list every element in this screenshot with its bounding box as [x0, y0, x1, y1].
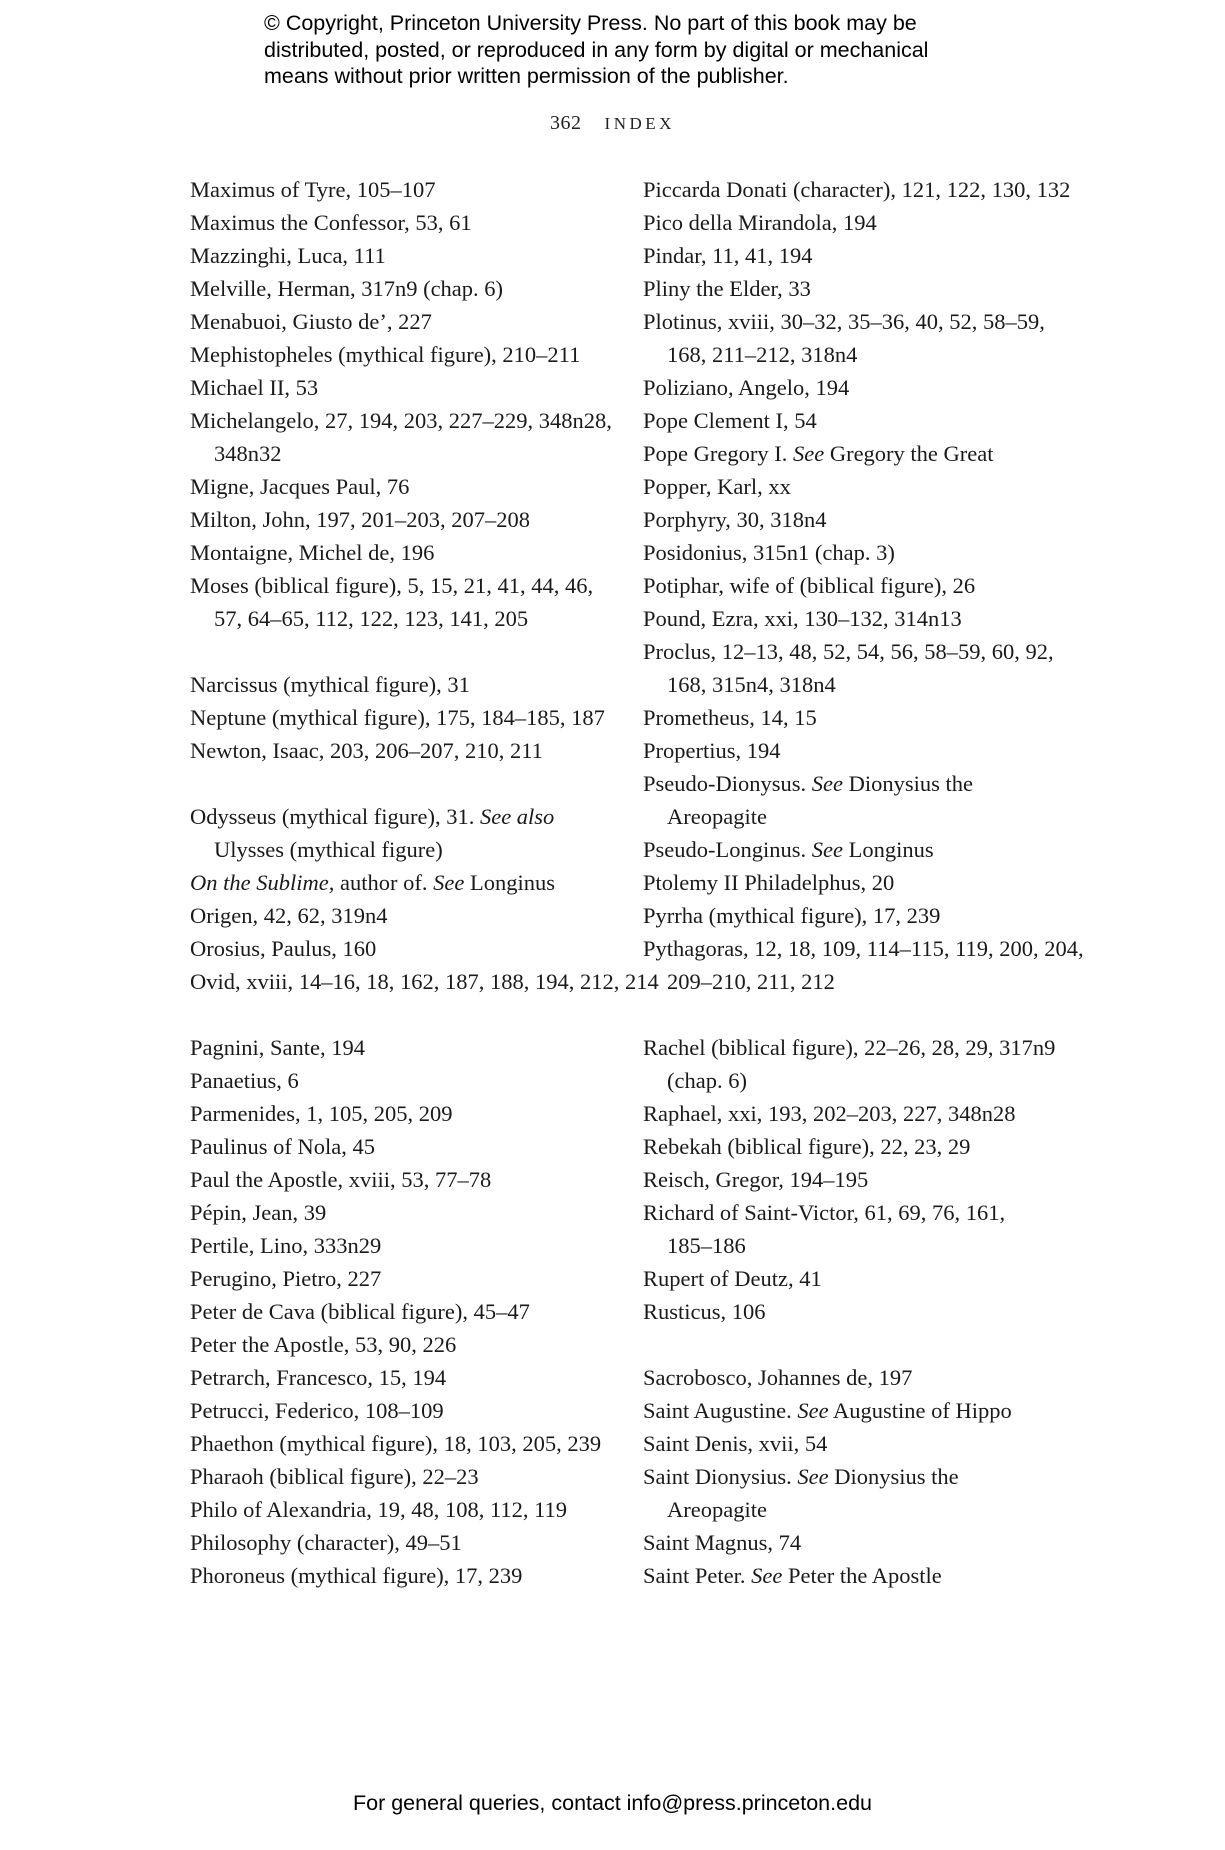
index-entry: Parmenides, 1, 105, 205, 209 — [190, 1101, 453, 1126]
index-entry: Pindar, 11, 41, 194 — [643, 243, 813, 268]
entry-text: Saint Augustine. — [643, 1398, 798, 1423]
index-entry: Peter de Cava (biblical figure), 45–47 — [190, 1299, 530, 1324]
index-entry — [643, 833, 1083, 866]
index-entry: Potiphar, wife of (biblical figure), 26 — [643, 573, 976, 598]
index-entry: Pertile, Lino, 333n29 — [190, 1233, 382, 1258]
copyright-line: © Copyright, Princeton University Press. No part of this book may be — [264, 11, 917, 35]
cross-reference-label: See — [811, 771, 843, 796]
index-entry — [643, 1559, 1083, 1592]
contact-footer: For general queries, contact info@press.princeton.edu — [352, 1791, 872, 1815]
index-entry: Rebekah (biblical figure), 22, 23, 29 — [643, 1134, 971, 1159]
index-entry — [643, 767, 1083, 800]
index-entry: Ptolemy II Philadelphus, 20 — [643, 870, 895, 895]
cross-reference-label: See — [797, 1398, 829, 1423]
index-entry-continuation: 57, 64–65, 112, 122, 123, 141, 205 — [214, 606, 529, 631]
index-entry: Newton, Isaac, 203, 206–207, 210, 211 — [190, 738, 543, 763]
index-entry-continuation: Areopagite — [667, 804, 767, 829]
index-entry-continuation: 185–186 — [667, 1233, 746, 1258]
index-entry: Maximus of Tyre, 105–107 — [190, 177, 436, 202]
section-title: INDEX — [604, 114, 675, 133]
index-entry-continuation: Ulysses (mythical figure) — [214, 837, 443, 862]
index-entry: Poliziano, Angelo, 194 — [643, 375, 850, 400]
index-entry: Peter the Apostle, 53, 90, 226 — [190, 1332, 457, 1357]
index-entry: Reisch, Gregor, 194–195 — [643, 1167, 869, 1192]
entry-text: Pseudo-Dionysus. — [643, 771, 812, 796]
index-entry: Ovid, xviii, 14–16, 18, 162, 187, 188, 194, 212, 214 — [190, 969, 659, 994]
work-title: On the Sublime, — [190, 870, 335, 895]
index-entry: Pythagoras, 12, 18, 109, 114–115, 119, 200, 204, — [643, 936, 1084, 961]
copyright-line: means without prior written permission of the publisher. — [264, 64, 789, 88]
index-entry: Rachel (biblical figure), 22–26, 28, 29, 317n9 — [643, 1035, 1056, 1060]
index-entry: Orosius, Paulus, 160 — [190, 936, 377, 961]
index-entry-continuation: 209–210, 211, 212 — [667, 969, 835, 994]
entry-text: Augustine of Hippo — [828, 1398, 1012, 1423]
index-entry: Philo of Alexandria, 19, 48, 108, 112, 119 — [190, 1497, 568, 1522]
index-entry: Philosophy (character), 49–51 — [190, 1530, 462, 1555]
index-entry: Michael II, 53 — [190, 375, 319, 400]
index-entry: Petrarch, Francesco, 15, 194 — [190, 1365, 447, 1390]
index-entry — [643, 437, 1083, 470]
index-entry: Rupert of Deutz, 41 — [643, 1266, 822, 1291]
entry-text: Longinus — [842, 837, 934, 862]
index-entry: Mephistopheles (mythical figure), 210–211 — [190, 342, 581, 367]
entry-text: Dionysius the — [843, 771, 974, 796]
cross-reference-label: See — [751, 1563, 783, 1588]
index-entry: Pope Clement I, 54 — [643, 408, 817, 433]
index-entry: Phoroneus (mythical figure), 17, 239 — [190, 1563, 523, 1588]
index-entry: Melville, Herman, 317n9 (chap. 6) — [190, 276, 504, 301]
cross-reference-label: See — [811, 837, 843, 862]
index-entry: Pharaoh (biblical figure), 22–23 — [190, 1464, 479, 1489]
index-entry: Paul the Apostle, xviii, 53, 77–78 — [190, 1167, 492, 1192]
cross-reference-label: See — [433, 870, 465, 895]
entry-text: author of. — [334, 870, 434, 895]
cross-reference-label: See — [792, 441, 825, 466]
index-entry: Maximus the Confessor, 53, 61 — [190, 210, 472, 235]
entry-text: Pseudo-Longinus. — [643, 837, 812, 862]
index-entry: Pico della Mirandola, 194 — [643, 210, 877, 235]
entry-text: Odysseus (mythical figure), 31. — [190, 804, 480, 829]
index-entry: Piccarda Donati (character), 121, 122, 130, 132 — [643, 177, 1071, 202]
index-entry: Narcissus (mythical figure), 31 — [190, 672, 470, 697]
entry-text: Peter the Apostle — [782, 1563, 942, 1588]
index-entry: Popper, Karl, xx — [643, 474, 791, 499]
entry-text: Saint Dionysius. — [643, 1464, 798, 1489]
index-entry: Perugino, Pietro, 227 — [190, 1266, 382, 1291]
index-entry: Pound, Ezra, xxi, 130–132, 314n13 — [643, 606, 962, 631]
index-entry: Porphyry, 30, 318n4 — [643, 507, 827, 532]
index-entry: Neptune (mythical figure), 175, 184–185, 187 — [190, 705, 605, 730]
index-entry: Migne, Jacques Paul, 76 — [190, 474, 410, 499]
index-column-left — [190, 173, 659, 1592]
index-entry: Posidonius, 315n1 (chap. 3) — [643, 540, 895, 565]
index-entry — [643, 1460, 1083, 1493]
index-entry: Pagnini, Sante, 194 — [190, 1035, 365, 1060]
entry-text: Pope Gregory I. — [643, 441, 793, 466]
index-entry: Sacrobosco, Johannes de, 197 — [643, 1365, 913, 1390]
index-entry: Richard of Saint-Victor, 61, 69, 76, 161, — [643, 1200, 1006, 1225]
index-entry: Origen, 42, 62, 319n4 — [190, 903, 388, 928]
index-entry — [190, 866, 620, 899]
index-entry: Raphael, xxi, 193, 202–203, 227, 348n28 — [643, 1101, 1016, 1126]
index-entry: Paulinus of Nola, 45 — [190, 1134, 375, 1159]
cross-reference-label: See also — [479, 804, 555, 829]
index-entry-continuation: (chap. 6) — [667, 1068, 747, 1093]
letter-group-gap — [190, 998, 620, 1031]
index-entry: Saint Magnus, 74 — [643, 1530, 802, 1555]
index-entry: Moses (biblical figure), 5, 15, 21, 41, 44, 46, — [190, 573, 594, 598]
copyright-line: distributed, posted, or reproduced in any form by digital or mechanical — [264, 37, 929, 62]
index-entry: Pyrrha (mythical figure), 17, 239 — [643, 903, 941, 928]
letter-group-gap — [643, 998, 1083, 1031]
index-entry: Mazzinghi, Luca, 111 — [190, 243, 386, 268]
index-column-right — [643, 173, 1083, 1592]
index-entry: Proclus, 12–13, 48, 52, 54, 56, 58–59, 60, 92, — [643, 639, 1054, 664]
index-entry: Montaigne, Michel de, 196 — [190, 540, 435, 565]
index-entry-continuation: 168, 315n4, 318n4 — [667, 672, 836, 697]
index-entry: Menabuoi, Giusto de’, 227 — [190, 309, 432, 334]
index-entry: Phaethon (mythical figure), 18, 103, 205, 239 — [190, 1431, 602, 1456]
index-entry: Propertius, 194 — [643, 738, 781, 763]
index-entry — [190, 800, 620, 833]
letter-group-gap — [190, 767, 620, 800]
index-entry: Michelangelo, 27, 194, 203, 227–229, 348n28, — [190, 408, 612, 433]
index-entry: Pliny the Elder, 33 — [643, 276, 811, 301]
entry-text: Longinus — [464, 870, 555, 895]
running-head — [0, 112, 1225, 135]
cross-reference-label: See — [797, 1464, 829, 1489]
index-entry: Pépin, Jean, 39 — [190, 1200, 327, 1225]
index-entry-continuation: 168, 211–212, 318n4 — [667, 342, 858, 367]
index-entry-continuation: Areopagite — [667, 1497, 767, 1522]
index-entry: Petrucci, Federico, 108–109 — [190, 1398, 444, 1423]
entry-text: Dionysius the — [828, 1464, 959, 1489]
letter-group-gap — [190, 635, 620, 668]
index-entry: Saint Denis, xvii, 54 — [643, 1431, 828, 1456]
copyright-notice — [264, 10, 1024, 90]
index-entry: Plotinus, xviii, 30–32, 35–36, 40, 52, 58–59, — [643, 309, 1045, 334]
letter-group-gap — [643, 1328, 1083, 1361]
index-entry: Panaetius, 6 — [190, 1068, 299, 1093]
index-entry — [643, 1394, 1083, 1427]
index-entry: Prometheus, 14, 15 — [643, 705, 817, 730]
entry-text: Gregory the Great — [824, 441, 994, 466]
index-entry: Milton, John, 197, 201–203, 207–208 — [190, 507, 531, 532]
entry-text: Saint Peter. — [643, 1563, 752, 1588]
index-entry: Rusticus, 106 — [643, 1299, 766, 1324]
index-entry-continuation: 348n32 — [214, 441, 282, 466]
page-number: 362 — [550, 112, 582, 134]
